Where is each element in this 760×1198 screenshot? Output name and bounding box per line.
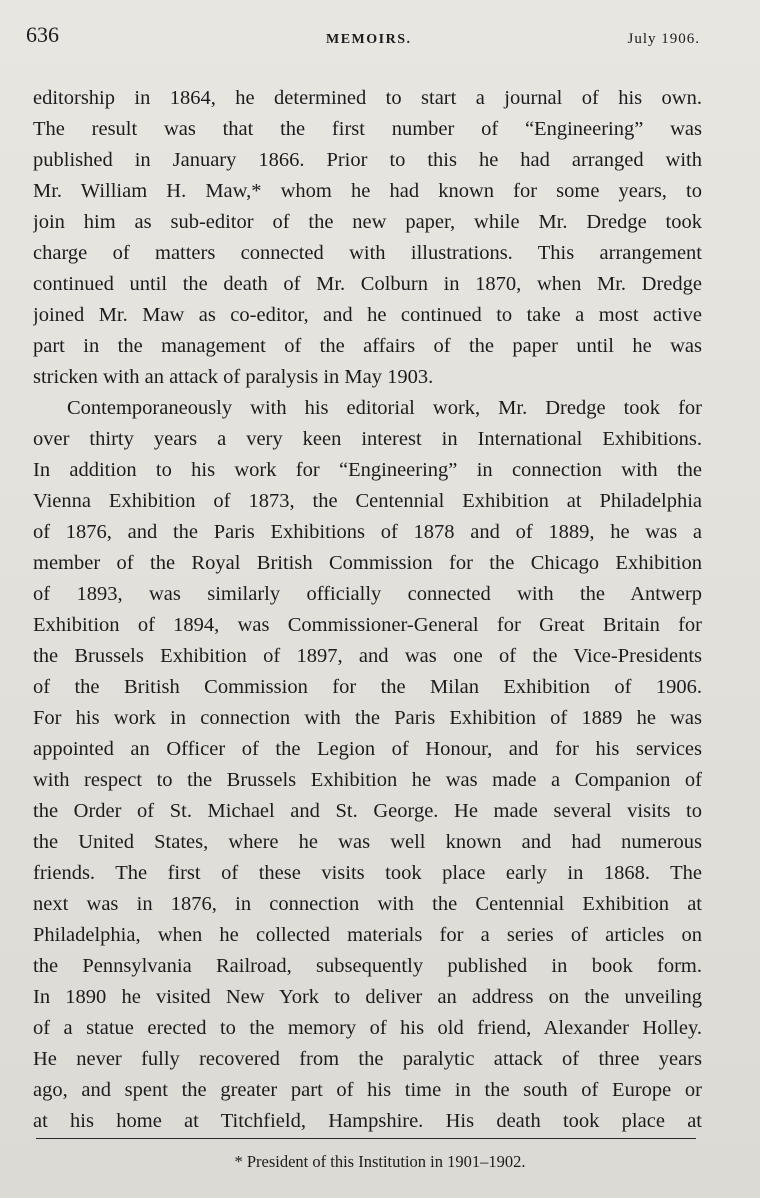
text-line: continued until the death of Mr. Colburn in 1870, when Mr. Dredge <box>33 273 702 295</box>
text-line: Philadelphia, when he collected materials for a series of articles on <box>33 924 702 946</box>
text-line: of a statue erected to the memory of his old friend, Alexander Holley. <box>33 1017 702 1039</box>
text-line: In addition to his work for “Engineering” in connection with the <box>33 459 702 481</box>
text-line: join him as sub-editor of the new paper, while Mr. Dredge took <box>33 211 702 233</box>
text-line: published in January 1866. Prior to this he had arranged with <box>33 149 702 171</box>
running-head <box>26 22 700 52</box>
text-line: Contemporaneously with his editorial work, Mr. Dredge took for <box>67 397 702 419</box>
text-line: editorship in 1864, he determined to start a journal of his own. <box>33 87 702 109</box>
text-line: of the British Commission for the Milan Exhibition of 1906. <box>33 676 702 698</box>
text-line: joined Mr. Maw as co-editor, and he continued to take a most active <box>33 304 702 326</box>
text-line: He never fully recovered from the paralytic attack of three years <box>33 1048 702 1070</box>
text-line: For his work in connection with the Paris Exhibition of 1889 he was <box>33 707 702 729</box>
text-line: Vienna Exhibition of 1873, the Centennial Exhibition at Philadelphia <box>33 490 702 512</box>
text-line: of 1876, and the Paris Exhibitions of 1878 and of 1889, he was a <box>33 521 702 543</box>
text-line: member of the Royal British Commission for the Chicago Exhibition <box>33 552 702 574</box>
text-line: over thirty years a very keen interest in International Exhibitions. <box>33 428 702 450</box>
text-line: Mr. William H. Maw,* whom he had known for some years, to <box>33 180 702 202</box>
text-line: of 1893, was similarly officially connected with the Antwerp <box>33 583 702 605</box>
text-line: The result was that the first number of “Engineering” was <box>33 118 702 140</box>
text-line: In 1890 he visited New York to deliver an address on the unveiling <box>33 986 702 1008</box>
footnote: * President of this Institution in 1901–1902. <box>234 1152 526 1171</box>
text-line: the Pennsylvania Railroad, subsequently published in book form. <box>33 955 702 977</box>
text-line: friends. The first of these visits took place early in 1868. The <box>33 862 702 884</box>
text-line: next was in 1876, in connection with the Centennial Exhibition at <box>33 893 702 915</box>
text-line: appointed an Officer of the Legion of Honour, and for his services <box>33 738 702 760</box>
text-line: charge of matters connected with illustrations. This arrangement <box>33 242 702 264</box>
text-line: part in the management of the affairs of the paper until he was <box>33 335 702 357</box>
text-line: at his home at Titchfield, Hampshire. His death took place at <box>33 1110 702 1132</box>
footnote-divider <box>36 1138 696 1139</box>
text-line: with respect to the Brussels Exhibition he was made a Companion of <box>33 769 702 791</box>
text-line: the United States, where he was well known and had numerous <box>33 831 702 853</box>
issue-date: July 1906. <box>627 31 700 47</box>
text-line: stricken with an attack of paralysis in May 1903. <box>33 366 434 388</box>
paragraph-exhibitions <box>33 393 702 1137</box>
text-line: the Brussels Exhibition of 1897, and was one of the Vice-Presidents <box>33 645 702 667</box>
text-line: Exhibition of 1894, was Commissioner-General for Great Britain for <box>33 614 702 636</box>
page-number: 636 <box>26 22 59 47</box>
text-line: the Order of St. Michael and St. George. He made several visits to <box>33 800 702 822</box>
body-text <box>33 83 702 1137</box>
text-line: ago, and spent the greater part of his time in the south of Europe or <box>33 1079 702 1101</box>
paragraph-continuation <box>33 83 702 393</box>
section-title: MEMOIRS. <box>326 32 412 47</box>
